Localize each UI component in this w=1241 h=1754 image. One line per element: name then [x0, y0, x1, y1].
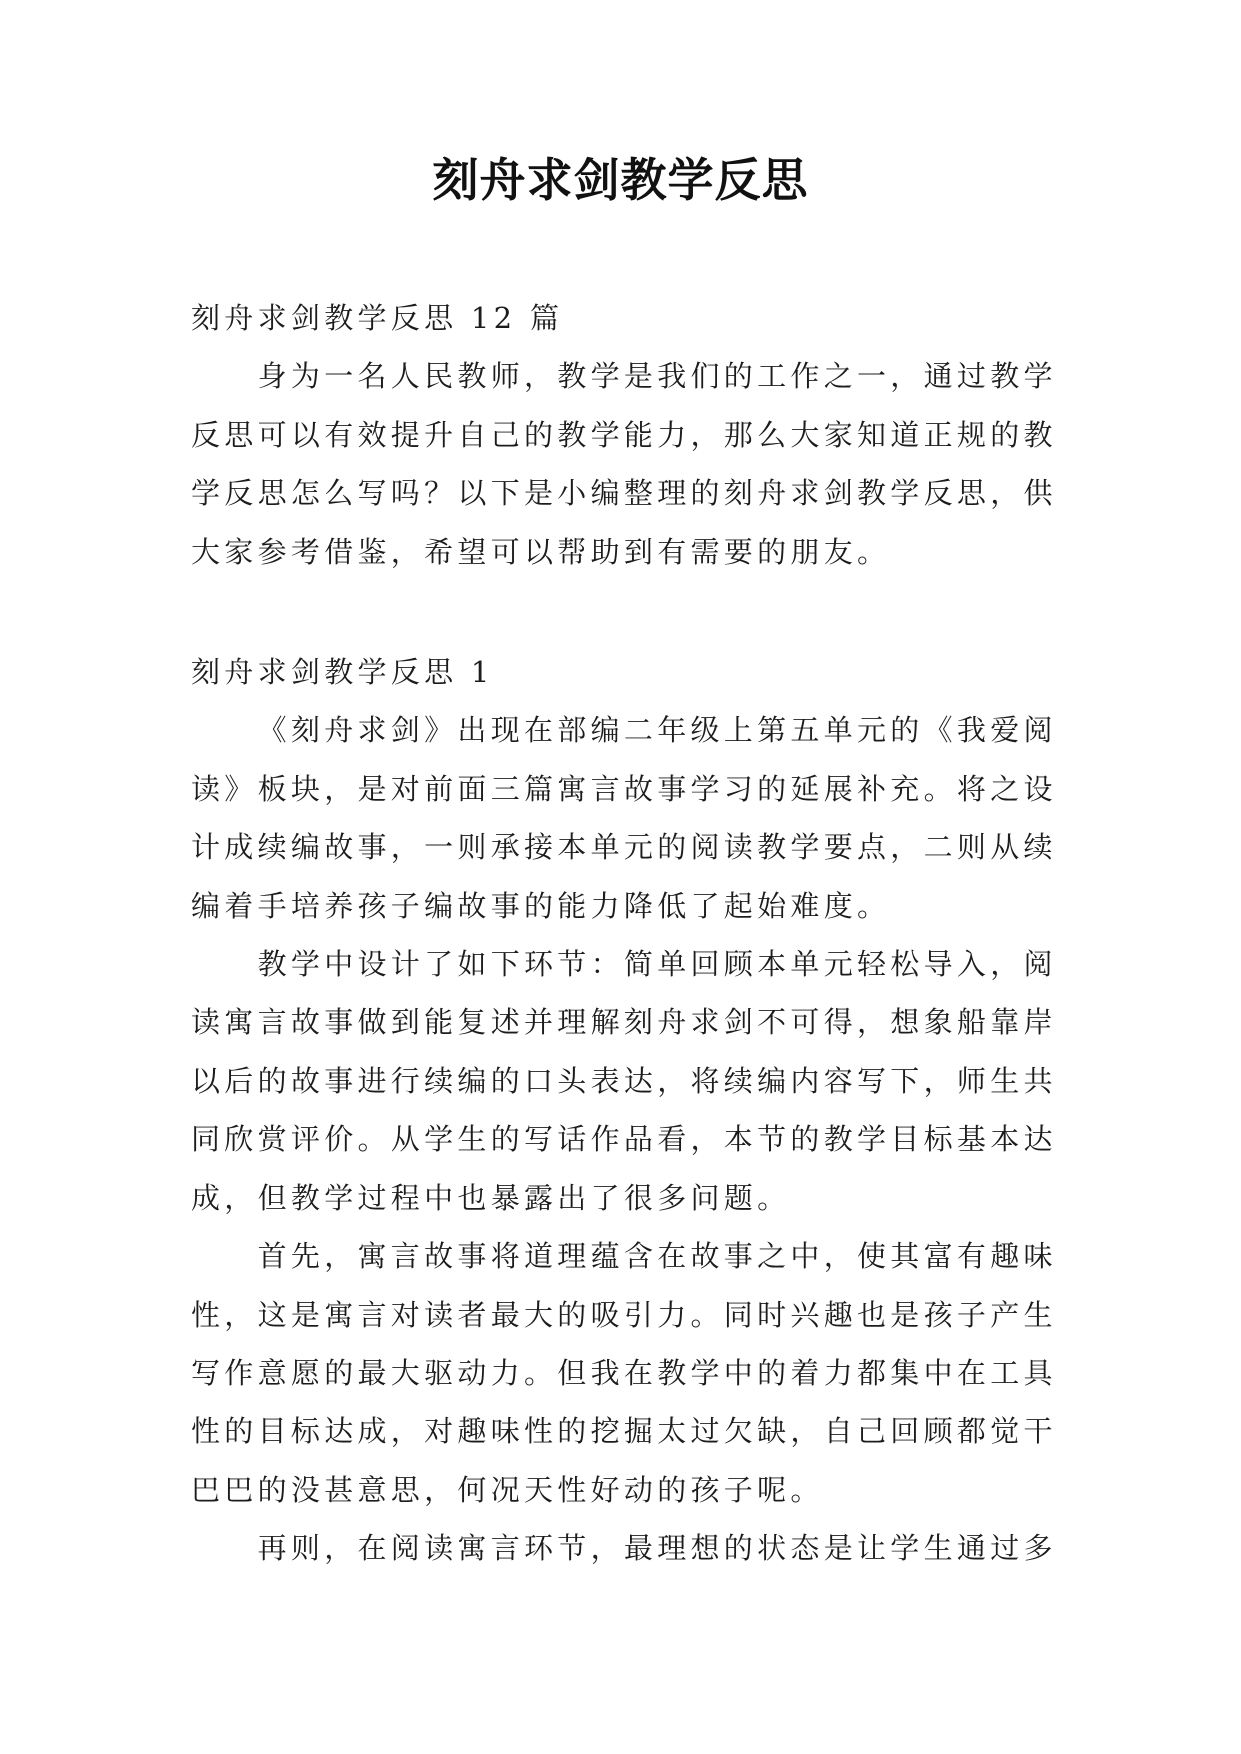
section-heading: 刻舟求剑教学反思 1: [191, 654, 494, 689]
paragraph-line: 身为一名人民教师，教学是我们的工作之一，通过教学: [257, 359, 1057, 394]
paragraph-line: 再则，在阅读寓言环节，最理想的状态是让学生通过多: [257, 1531, 1057, 1566]
document-subheading: 刻舟求剑教学反思 12 篇: [191, 301, 564, 335]
section-paragraph: [191, 1519, 1091, 1577]
paragraph-line: 编着手培养孩子编故事的能力降低了起始难度。: [191, 888, 891, 923]
paragraph-line: 写作意愿的最大驱动力。但我在教学中的着力都集中在工具: [191, 1356, 1057, 1391]
paragraph-line: 大家参考借鉴，希望可以帮助到有需要的朋友。: [191, 534, 891, 569]
section-1: [191, 643, 1091, 1578]
section-spacer: [191, 581, 1091, 643]
paragraph-line: 教学中设计了如下环节：简单回顾本单元轻松导入，阅: [257, 946, 1057, 981]
paragraph-line: 同欣赏评价。从学生的写话作品看，本节的教学目标基本达: [191, 1122, 1057, 1157]
section-paragraph: [191, 701, 1091, 935]
paragraph-line: 巴巴的没甚意思，何况天性好动的孩子呢。: [191, 1472, 824, 1507]
section-paragraph: [191, 935, 1091, 1227]
paragraph-line: 《刻舟求剑》出现在部编二年级上第五单元的《我爱阅: [257, 713, 1057, 748]
paragraph-line: 读》板块，是对前面三篇寓言故事学习的延展补充。将之设: [191, 771, 1057, 806]
paragraph-line: 反思可以有效提升自己的教学能力，那么大家知道正规的教: [191, 417, 1057, 452]
document-body: [191, 289, 1091, 1578]
section-paragraph: [191, 1227, 1091, 1519]
paragraph-line: 读寓言故事做到能复述并理解刻舟求剑不可得，想象船靠岸: [191, 1005, 1057, 1040]
paragraph-line: 成，但教学过程中也暴露出了很多问题。: [191, 1180, 791, 1215]
paragraph-line: 学反思怎么写吗？以下是小编整理的刻舟求剑教学反思，供: [191, 476, 1057, 511]
paragraph-line: 性的目标达成，对趣味性的挖掘太过欠缺，自己回顾都觉干: [191, 1414, 1057, 1449]
paragraph-line: 首先，寓言故事将道理蕴含在故事之中，使其富有趣味: [257, 1239, 1057, 1274]
intro-paragraph: [191, 347, 1091, 581]
paragraph-line: 性，这是寓言对读者最大的吸引力。同时兴趣也是孩子产生: [191, 1297, 1057, 1332]
document-title: 刻舟求剑教学反思: [432, 153, 809, 207]
paragraph-line: 以后的故事进行续编的口头表达，将续编内容写下，师生共: [191, 1063, 1057, 1098]
paragraph-line: 计成续编故事，一则承接本单元的阅读教学要点，二则从续: [191, 830, 1057, 865]
